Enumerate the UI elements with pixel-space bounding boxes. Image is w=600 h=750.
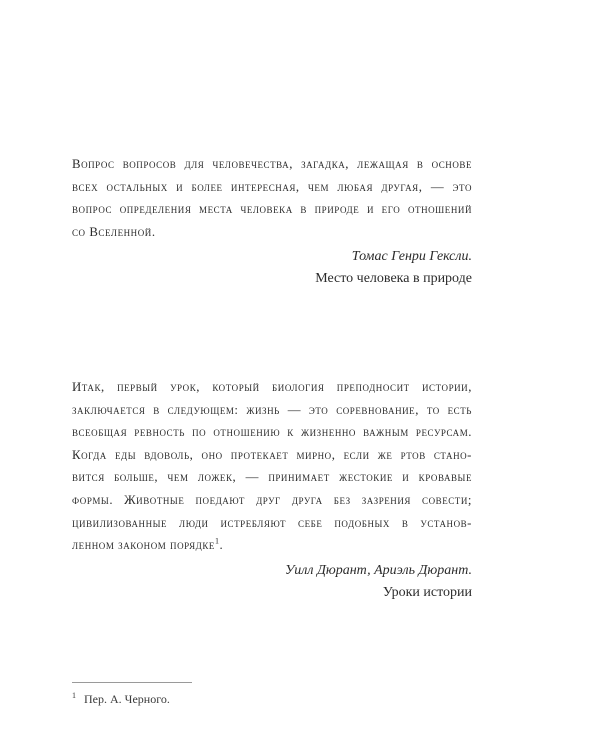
- epigraph-line: всеобщая ревность по отношению к жизненно важным ресурсам.: [72, 425, 472, 440]
- epigraph-line: формы. Животные поедают друг друга без зазрения совести;: [72, 492, 472, 507]
- epigraph-line: заключается в следующем: жизнь — это соревнование, то есть: [72, 402, 472, 417]
- epigraph-line: со Вселенной.: [72, 224, 156, 239]
- epigraph-author: Томас Генри Гексли.: [351, 249, 472, 265]
- epigraph-line: Когда еды вдоволь, оно протекает мирно, если же ртов стано-: [72, 447, 472, 462]
- epigraph-line: вится больше, чем ложек, — принимает жестокие и кровавые: [72, 470, 472, 485]
- epigraph-line: Вопрос вопросов для человечества, загадка, лежащая в основе: [72, 157, 472, 171]
- epigraph-author: Уилл Дюрант, Ариэль Дюрант.: [285, 562, 472, 578]
- epigraph-huxley: [72, 153, 472, 290]
- footnote: [72, 691, 170, 707]
- epigraph-line: вопрос определения места человека в природе и его отношений: [72, 202, 472, 217]
- epigraph-line: Итак, первый урок, который биология преподносит истории,: [72, 380, 472, 394]
- epigraph-line: цивилизованные люди истребляют себе подобных в установ-: [72, 515, 472, 530]
- epigraph-attribution: [72, 246, 472, 290]
- footnote-divider: [72, 682, 192, 683]
- epigraph-line-end: .: [219, 538, 224, 553]
- footnote-mark: 1: [72, 691, 76, 700]
- epigraph-durant: [72, 376, 472, 604]
- footnote-reference[interactable]: 1: [214, 536, 220, 546]
- epigraph-text: [72, 376, 472, 557]
- epigraph-line: всех остальных и более интересная, чем любая другая, — это: [72, 179, 472, 194]
- epigraph-attribution: [72, 560, 472, 604]
- footnote-text: Пер. А. Черного.: [84, 692, 170, 706]
- epigraph-line-text: ленном законом порядке: [72, 538, 215, 553]
- epigraph-text: [72, 153, 472, 243]
- epigraph-work: Место человека в природе: [315, 271, 472, 287]
- epigraph-work: Уроки истории: [382, 584, 472, 600]
- epigraph-line-last: [72, 534, 472, 557]
